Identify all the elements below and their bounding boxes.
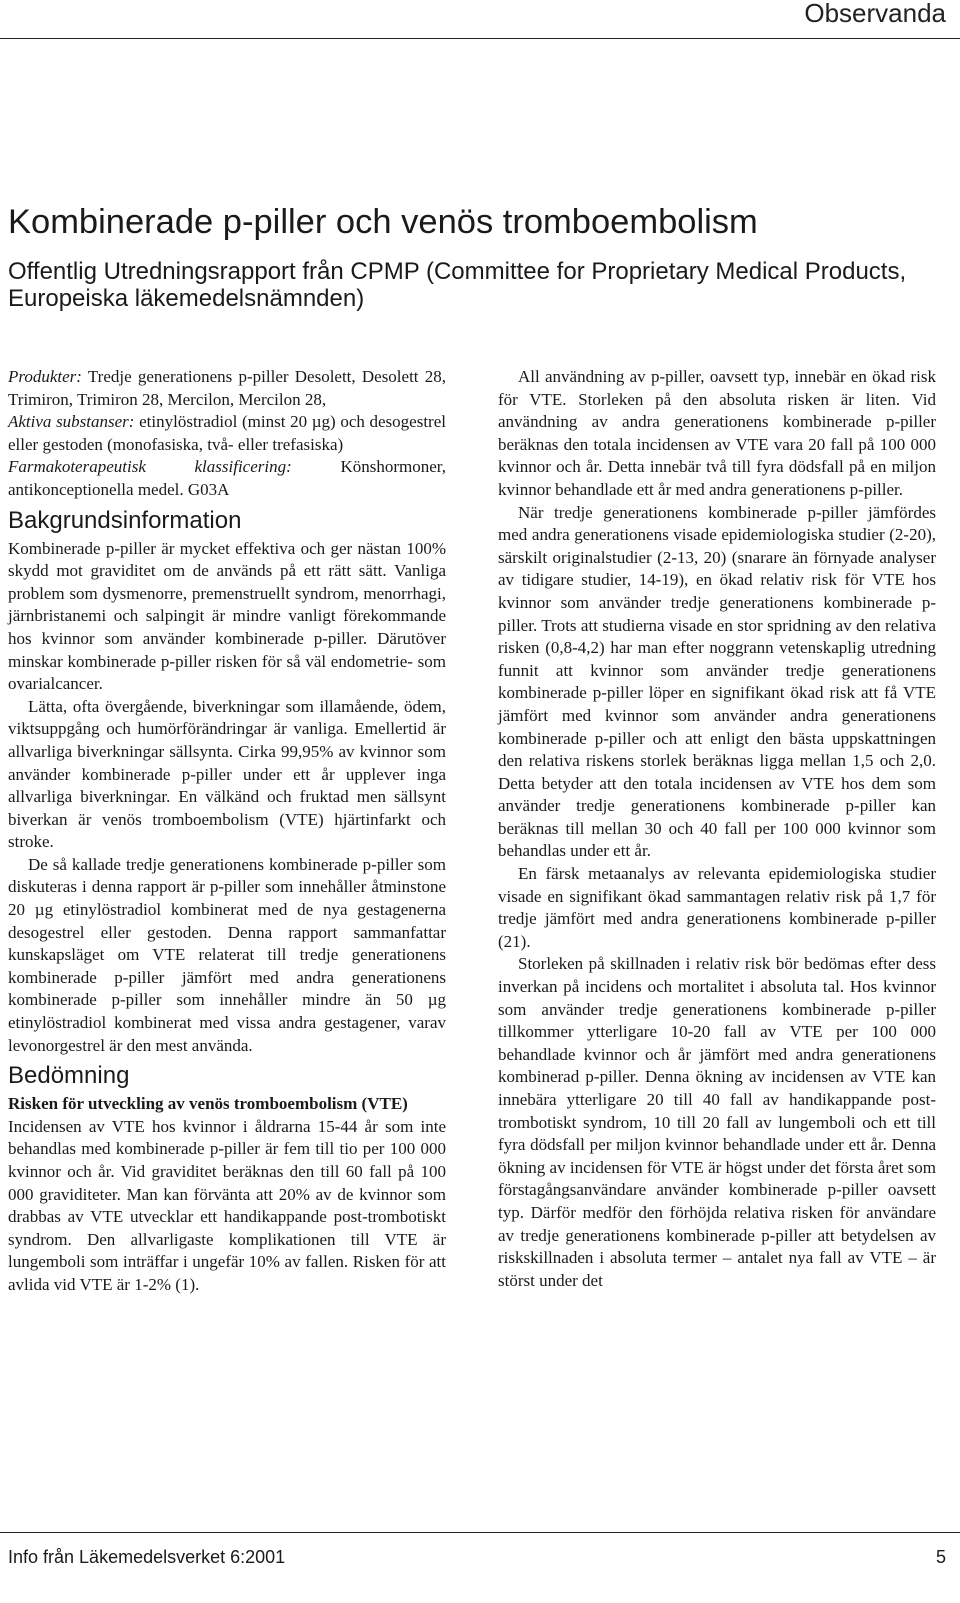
article-title: Kombinerade p-piller och venös tromboembolism [8,203,758,241]
substances-value: etinylöstradiol (minst 20 µg) och desogestrel eller gestoden (monofasiska, två- eller trefasiska) [8,412,446,454]
risk-paragraph-2: All användning av p-piller, oavsett typ, innebär en ökad risk för VTE. Storleken på den absoluta risken är liten. Vid användning av andra generationens kombinerade p-piller beräknas den totala incidensen av VTE vara 20 fall på 100 000 kvinnor och år. Detta innebär två till fyra dödsfall på en miljon kvinnor behandlade ett år med andra generationens p-piller. [498,367,936,499]
risk-paragraph-3: När tredje generationens kombinerade p-piller jämfördes med andra generationens visade epidemiologiska studier (2-20), särskilt originalstudier (2-13, 20) (snarare än förnyade analyser av tidigare studier, 14-19), en ökad relativ risk för VTE hos kvinnor som använder tredje generationens kombinerade p-piller. Trots att studierna visade en stor spridning av den relativa risken (0,8-4,2) har man efter noggrann vetenskaplig utredning funnit att kvinnor som använder tredje generationens kombinerade p-piller löper en signifikant ökad risk att få VTE jämfört med kvinnor som använder andra generationens kombinerade p-piller och att enligt den bästa uppskattningen den relativa riskens storlek beräknas ligga mellan 1,5 och 2,0. Detta betyder att den totala incidensen av VTE hos dem som använder tredje generationens kombinerade p-piller kan beräknas till mellan 30 och 40 fall per 100 000 kvinnor som behandlas under ett år. [498,502,936,861]
products-label: Produkter: [8,367,82,386]
risk-paragraph-4: En färsk metaanalys av relevanta epidemiologiska studier visade en signifikant ökad sammantagen relativ risk på 1,7 för tredje jämfört med andra generationens kombinerade p-piller (21). [498,864,936,951]
header-rule [0,38,960,39]
risk-paragraph-1: Incidensen av VTE hos kvinnor i åldrarna 15-44 år som inte behandlas med kombinerade p-piller är fem till tio per 100 000 kvinnor och år. Vid graviditet beräknas den till 60 fall på 100 000 graviditeter. Man kan förvänta att 20% av de kvinnor som drabbas av VTE utvecklar ett handikappande post-trombotiskt syndrom. Den allvarligaste komplikationen till VTE är lungemboli som inträffar i ungefär 10% av fallen. Risken för att avlida vid VTE är 1-2% (1). [8,1116,446,1294]
assessment-heading: Bedömning [8,1062,130,1090]
background-paragraph-1: Kombinerade p-piller är mycket effektiva och ger nästan 100% skydd mot graviditet om de används på ett rätt sätt. Vanliga problem som dysmenorre, premenstruellt syndrom, menorrhagi, järnbristanemi och salpingit är mindre vanligt förekommande hos kvinnor som använder kombinerade p-piller. Därutöver minskar kombinerade p-piller risken för så väl endometrie- som ovarialcancer. [8,538,446,694]
background-heading: Bakgrundsinformation [8,506,242,534]
classification-label: Farmakoterapeutisk klassificering: [8,457,292,477]
metadata-products [8,366,446,411]
footer-page-number: 5 [935,1547,946,1567]
substances-label: Aktiva substanser: [8,412,135,432]
right-column [498,366,936,1292]
metadata-substances [8,411,446,456]
metadata-classification [8,456,446,501]
background-paragraph-3: De så kallade tredje generationens kombinerade p-piller som diskuteras i denna rapport är p-piller som innehåller åtminstone 20 µg etinylöstradiol kombinerat med de nya gestagenerna desogestrel eller gestoden. Denna rapport sammanfattar kunskapsläget om VTE relaterat till tredje generationens kombinerade p-piller jämfört med andra generationens kombinerade p-piller som innehåller mindre än 50 µg etinylöstradiol kombinerat med vissa andra gestagener, varav levonorgestrel är den mest använda. [8,854,446,1055]
classification-value: Könshormoner, antikonceptionella medel. G03A [8,457,446,499]
background-paragraph-2: Lätta, ofta övergående, biverkningar som illamående, ödem, viktsuppgång och humörförändringar är vanliga. Emellertid är allvarliga biverkningar sällsynta. Cirka 99,95% av kvinnor som använder kombinerade p-piller under ett år upplever inga allvarliga biverkningar. En välkänd och fruktad men sällsynt biverkan är venös tromboembolism (VTE) hjärtinfarkt och stroke. [8,696,446,852]
risk-paragraph-5: Storleken på skillnaden i relativ risk bör bedömas efter dess inverkan på incidens och mortalitet i absoluta tal. Hos kvinnor som använder tredje generationens kombinerade p-piller tillkommer ytterligare 10-20 fall av VTE per 100 000 behandlade kvinnor och år jämfört med andra generationens kombinerad p-piller. Denna ökning av incidensen av VTE kan innebära ytterligare 20 till 40 fall av handikappande post-trombotiskt syndrom, 10 till 20 fall av lungemboli och ett till fyra dödsfall per miljon kvinnor behandlade under ett år. Denna ökning av incidensen för VTE är högst under det första året som förstagångsanvändare använder kombinerade p-piller oavsett typ. Därför medför den förhöjda relativa risken för användare av tredje generationens kombinerade p-piller att betydelsen av riskskillnaden i absoluta termer – antalet nya fall av VTE – är störst under det [498,954,936,1290]
left-column [8,366,446,1297]
section-label: Observanda [804,0,946,28]
footer-rule [0,1532,960,1533]
risk-heading: Risken för utveckling av venös tromboembolism (VTE) [8,1094,408,1114]
products-value: Tredje generationens p-piller Desolett, Desolett 28, Trimiron, Trimiron 28, Mercilon, Mercilon 28, [8,367,446,409]
footer-publication: Info från Läkemedelsverket 6:2001 [8,1547,286,1567]
article-subtitle: Offentlig Utredningsrapport från CPMP (Committee for Proprietary Medical Products, Europeiska läkemedelsnämnden) [8,258,907,312]
